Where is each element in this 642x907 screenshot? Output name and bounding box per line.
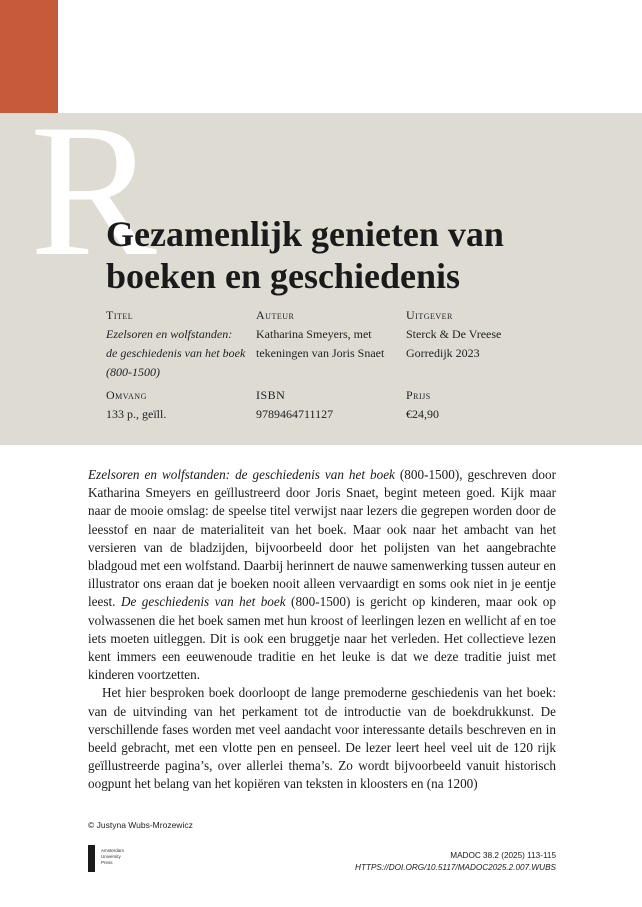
book-years: (800-1500), [394,467,468,482]
publisher-line-2: University [101,854,121,859]
article-title [106,213,626,297]
meta-auteur [256,306,406,363]
journal-citation [355,850,556,874]
meta-uitgever [406,306,556,363]
publisher-logo-text [101,848,124,866]
meta-titel-value-3: (800-1500) [106,365,160,379]
meta-titel-value-1: Ezelsoren en wolfstanden: [106,327,233,341]
paragraph-1 [88,466,556,684]
meta-isbn-label: ISBN [256,388,286,402]
publisher-line-1: Amsterdam [101,848,125,853]
book-years-2: (800-1500) [285,594,356,610]
meta-prijs-value: €24,90 [406,407,439,421]
meta-uitgever-value-2: Gorredijk 2023 [406,346,480,360]
journal-reference: MADOC 38.2 (2025) 113-115 [450,851,556,860]
title-line-2: boeken en geschiedenis [106,256,461,296]
book-title-italic: Ezelsoren en wolfstanden: de geschiedenis van het boek [88,467,395,482]
publisher-logo [88,845,148,875]
doi-link[interactable]: HTTPS://DOI.ORG/10.5117/MADOC2025.2.007.WUBS [355,863,556,872]
meta-isbn [256,386,406,424]
meta-auteur-value-1: Katharina Smeyers, met [256,327,372,341]
meta-prijs-label: Prijs [406,388,431,402]
photo-credit: © Justyna Wubs-Mrozewicz [88,820,193,830]
meta-titel-value-2: de geschiedenis van het boek [106,346,246,360]
meta-omvang [106,386,256,424]
meta-auteur-value-2: tekeningen van Joris Snaet [256,346,385,360]
book-title-italic-2: De geschiedenis van het boek [120,594,286,610]
meta-omvang-value: 133 p., geïll. [106,407,167,421]
paragraph-1-text-2: is gericht op kinderen, maar ook op volwassenen die het boek samen met hun kroost of leerlingen lezen en wellicht af en toe iets moeten uitleggen. Dit is ook een bruggetje naar het verleden. Het collectieve lezen kent immers een eeuwenoude traditie en het leuke is dat we deze traditie juist met kinderen voortzetten. [88,594,556,683]
meta-uitgever-value-1: Sterck & De Vreese [406,327,502,341]
meta-omvang-label: Omvang [106,388,147,402]
meta-titel [106,306,256,382]
article-body [88,466,556,794]
meta-prijs [406,386,556,424]
meta-isbn-value: 9789464711127 [256,407,334,421]
publisher-logo-icon [88,845,95,872]
publisher-line-3: Press [101,860,113,865]
meta-uitgever-label: Uitgever [406,308,453,322]
title-line-1: Gezamenlijk genieten van [106,214,504,254]
paragraph-1-text: geschreven door Katharina Smeyers en geïllustreerd door Joris Snaet, begint meteen goed. Kijk maar naar de mooie omslag: de speelse titel verwijst naar lezers die gegrepen worden door de leesstof en naar de materialiteit van het boek. Maar ook naar het ambacht van het versieren van de bladzijden, bijvoorbeeld door het polijsten van het aangebrachte bladgoud met een wolfstand. Daarbij herinnert de nauwe samenwerking tussen auteur en illustrator ons eraan dat je boeken nooit alleen vervaardigt en soms ook niet in je eentje leest. [88,467,557,610]
meta-auteur-label: Auteur [256,308,295,322]
paragraph-2: Het hier besproken boek doorloopt de lange premoderne geschiedenis van het boek: van de uitvinding van het perkament tot de introductie van de boekdrukkunst. De verschillende fases worden met veel aandacht voor interessante details beschreven en in beeld gebracht, met een vlotte pen en penseel. De lezer leert heel veel uit de 120 rijk geïllustreerde pagina’s, over allerlei thema’s. Zo wordt bijvoorbeeld vanuit historisch oogpunt het belang van het kopiëren van teksten in kloosters en (na 1200) [88,685,556,792]
drop-cap: R [30,86,157,296]
meta-titel-label: Titel [106,308,134,322]
